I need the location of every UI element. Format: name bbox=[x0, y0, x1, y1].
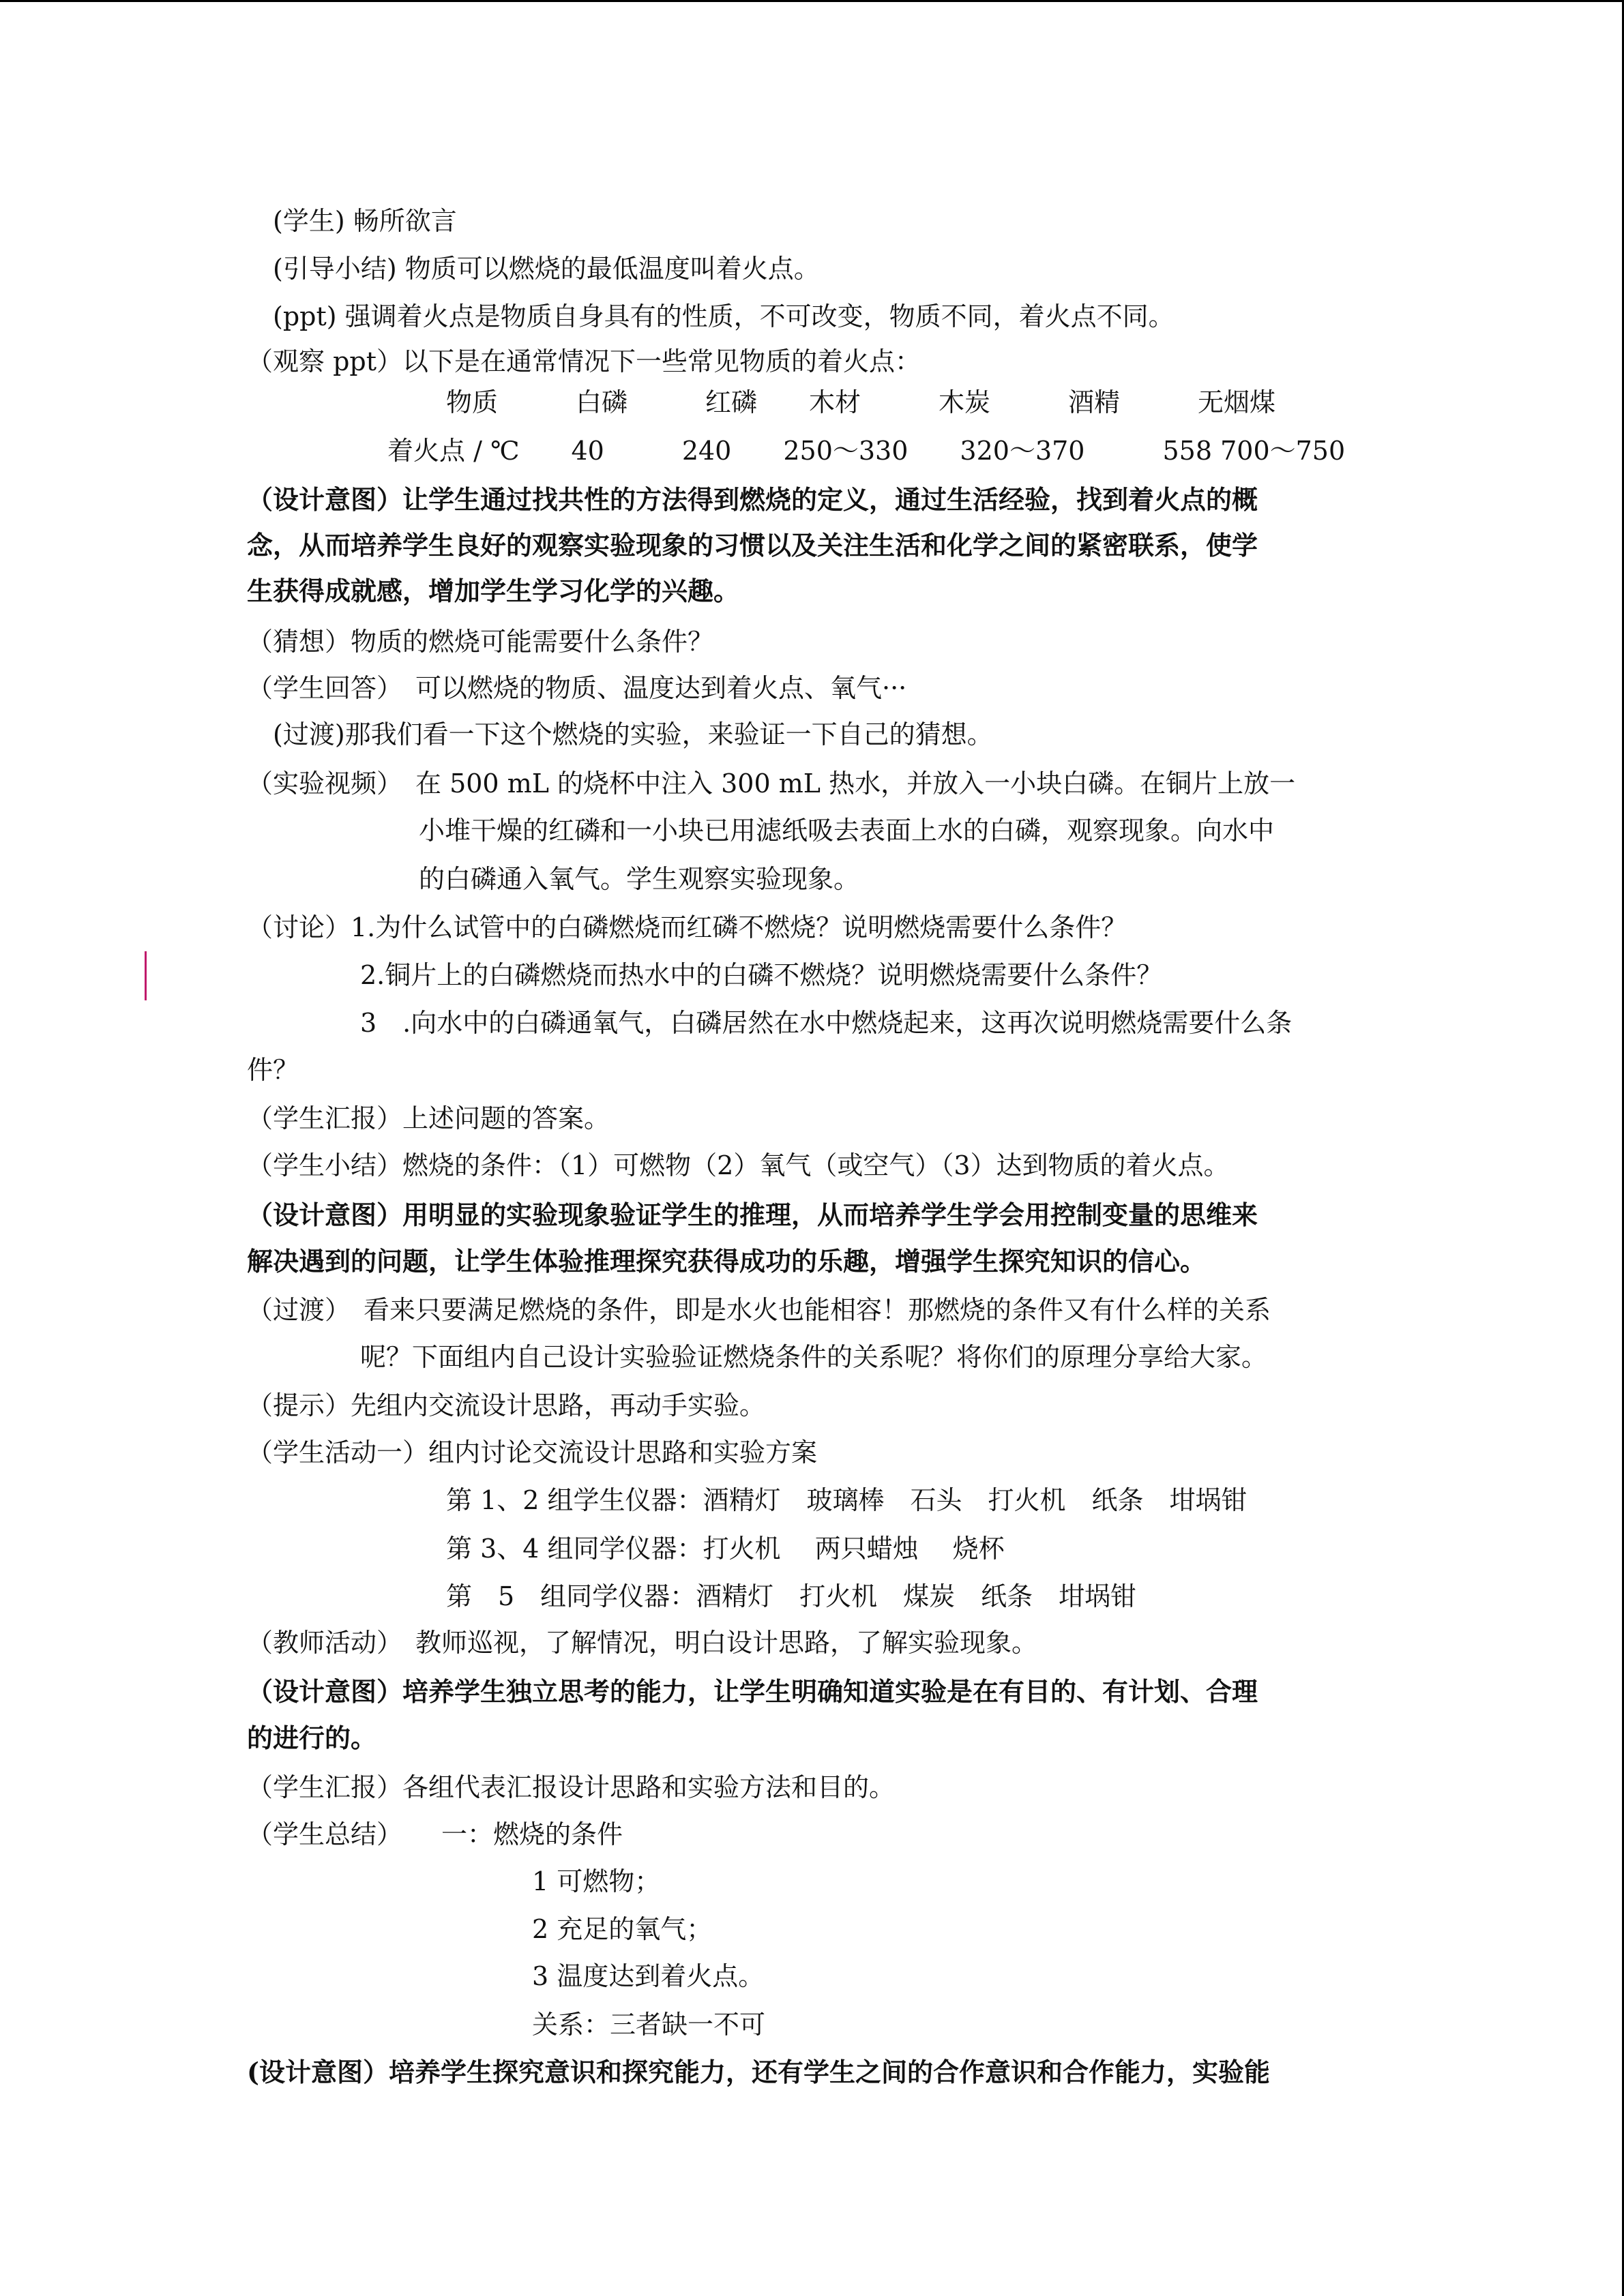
text-line: 件？ bbox=[247, 1055, 299, 1085]
text-line: 3 .向水中的白磷通氧气，白磷居然在水中燃烧起来，这再次说明燃烧需要什么条 bbox=[360, 1008, 1293, 1038]
text-line: （过渡） 看来只要满足燃烧的条件，即是水火也能相容！那燃烧的条件又有什么样的关系 bbox=[247, 1295, 1271, 1325]
table-header-row: 物质 白磷 红磷 木材 木炭 酒精 无烟煤 bbox=[446, 387, 1276, 417]
equipment-line: 第 1、2 组学生仪器：酒精灯 玻璃棒 石头 打火机 纸条 坩埚钳 bbox=[446, 1485, 1247, 1515]
design-intent-line: 生获得成就感，增加学生学习化学的兴趣。 bbox=[247, 576, 740, 606]
text-line: （教师活动） 教师巡视，了解情况，明白设计思路，了解实验现象。 bbox=[247, 1628, 1038, 1658]
design-intent-line: （设计意图）培养学生独立思考的能力，让学生明确知道实验是在有目的、有计划、合理 bbox=[247, 1676, 1258, 1707]
text-line: （学生活动一）组内讨论交流设计思路和实验方案 bbox=[247, 1437, 818, 1467]
summary-item: 关系：三者缺一不可 bbox=[532, 2010, 766, 2040]
design-intent-line: （设计意图）用明显的实验现象验证学生的推理，从而培养学生学会用控制变量的思维来 bbox=[247, 1199, 1258, 1230]
text-line: （学生总结） 一：燃烧的条件 bbox=[247, 1819, 623, 1849]
text-line: （提示）先组内交流设计思路，再动手实验。 bbox=[247, 1390, 766, 1420]
text-line: (过渡)那我们看一下这个燃烧的实验，来验证一下自己的猜想。 bbox=[273, 719, 993, 749]
text-line: (学生) 畅所欲言 bbox=[273, 206, 457, 236]
text-line: (引导小结) 物质可以燃烧的最低温度叫着火点。 bbox=[273, 254, 820, 284]
text-line: 呢？下面组内自己设计实验验证燃烧条件的关系呢？将你们的原理分享给大家。 bbox=[360, 1342, 1268, 1372]
summary-item: 1 可燃物； bbox=[532, 1866, 661, 1896]
text-line: （讨论）1.为什么试管中的白磷燃烧而红磷不燃烧？说明燃烧需要什么条件？ bbox=[247, 912, 1127, 942]
text-line: 小堆干燥的红磷和一小块已用滤纸吸去表面上水的白磷，观察现象。向水中 bbox=[419, 816, 1275, 846]
text-line: （学生回答） 可以燃烧的物质、温度达到着火点、氧气··· bbox=[247, 673, 907, 703]
design-intent-line: 解决遇到的问题，让学生体验推理探究获得成功的乐趣，增强学生探究知识的信心。 bbox=[247, 1246, 1207, 1277]
revision-mark bbox=[145, 951, 147, 1000]
text-line: （观察 ppt）以下是在通常情况下一些常见物质的着火点： bbox=[247, 346, 921, 376]
text-line: （猜想）物质的燃烧可能需要什么条件？ bbox=[247, 627, 714, 657]
text-line: （实验视频） 在 500 mL 的烧杯中注入 300 mL 热水，并放入一小块白磷。在铜片上放一 bbox=[247, 769, 1296, 799]
design-intent-line: （设计意图）让学生通过找共性的方法得到燃烧的定义，通过生活经验，找到着火点的概 bbox=[247, 484, 1258, 515]
equipment-line: 第 5 组同学仪器：酒精灯 打火机 煤炭 纸条 坩埚钳 bbox=[446, 1581, 1137, 1611]
design-intent-line: 的进行的。 bbox=[247, 1723, 377, 1753]
text-line: （学生汇报）各组代表汇报设计思路和实验方法和目的。 bbox=[247, 1772, 896, 1802]
text-line: (ppt) 强调着火点是物质自身具有的性质，不可改变，物质不同，着火点不同。 bbox=[273, 301, 1175, 331]
text-line: 2.铜片上的白磷燃烧而热水中的白磷不燃烧？说明燃烧需要什么条件？ bbox=[360, 960, 1163, 990]
text-line: 的白磷通入氧气。学生观察实验现象。 bbox=[419, 864, 860, 894]
table-value-row: 着火点 / ℃ 40 240 250～330 320～370 558 700～750 bbox=[387, 436, 1346, 466]
design-intent-line: (设计意图）培养学生探究意识和探究能力，还有学生之间的合作意识和合作能力，实验能 bbox=[247, 2057, 1270, 2087]
summary-item: 2 充足的氧气； bbox=[532, 1914, 713, 1944]
design-intent-line: 念，从而培养学生良好的观察实验现象的习惯以及关注生活和化学之间的紧密联系，使学 bbox=[247, 530, 1258, 561]
equipment-line: 第 3、4 组同学仪器：打火机 两只蜡烛 烧杯 bbox=[446, 1534, 1005, 1564]
text-line: （学生小结）燃烧的条件：（1）可燃物（2）氧气（或空气）（3）达到物质的着火点。 bbox=[247, 1150, 1230, 1180]
summary-item: 3 温度达到着火点。 bbox=[532, 1961, 765, 1991]
text-line: （学生汇报）上述问题的答案。 bbox=[247, 1103, 610, 1133]
